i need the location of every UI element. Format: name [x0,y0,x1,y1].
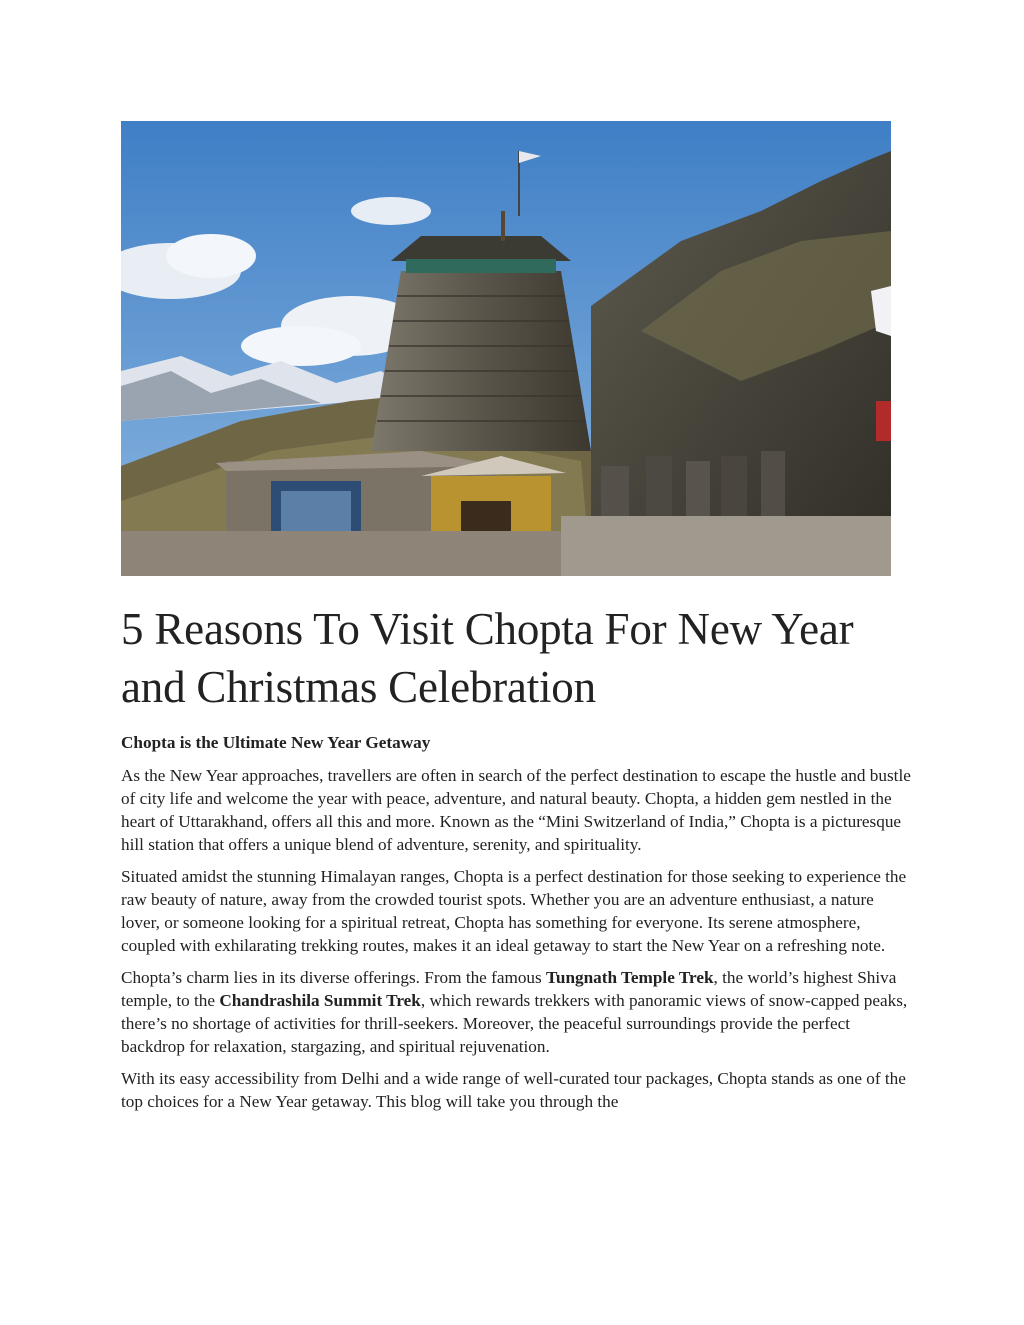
article-body [121,731,911,1122]
paragraph-offerings [121,966,911,1058]
text-run: , which rewards trekkers with panoramic views of snow-capped peaks, there’s no shortage of activities for thrill-seekers. Moreover, the peaceful surroundings provide the perfect backdrop for relaxation, stargazing, and spiritual rejuvenation. [121,991,908,1056]
tungnath-trek-highlight: Tungnath Temple Trek [546,968,714,987]
hero-photo [121,121,891,576]
paragraph-location: Situated amidst the stunning Himalayan ranges, Chopta is a perfect destination for those seeking to experience the raw beauty of nature, away from the crowded tourist spots. Whether you are an adventure enthusiast, a nature lover, or someone looking for a spiritual retreat, Chopta has something for everyone. Its serene atmosphere, coupled with exhilarating trekking routes, makes it an ideal getaway to start the New Year on a refreshing note. [121,867,907,955]
text-run: Chopta’s charm lies in its diverse offerings. From the famous [121,968,547,987]
text-run: , the world’s highest Shiva temple, to the [121,968,897,1010]
section-heading: Chopta is the Ultimate New Year Getaway [121,733,431,752]
paragraph-accessibility: With its easy accessibility from Delhi and a wide range of well-curated tour packages, Chopta stands as one of the top choices for a New Year getaway. This blog will take you through the [121,1069,906,1111]
chandrashila-trek-highlight: Chandrashila Summit Trek [219,991,421,1010]
paragraph-intro: As the New Year approaches, travellers are often in search of the perfect destination to escape the hustle and bustle of city life and welcome the year with peace, adventure, and natural beauty. Chopta, a hidden gem nestled in the heart of Uttarakhand, offers all this and more. Known as the “Mini Switzerland of India,” Chopta is a picturesque hill station that offers a unique blend of adventure, serenity, and spirituality. [121,766,911,854]
article-title: 5 Reasons To Visit Chopta For New Year and Christmas Celebration [121,604,854,712]
